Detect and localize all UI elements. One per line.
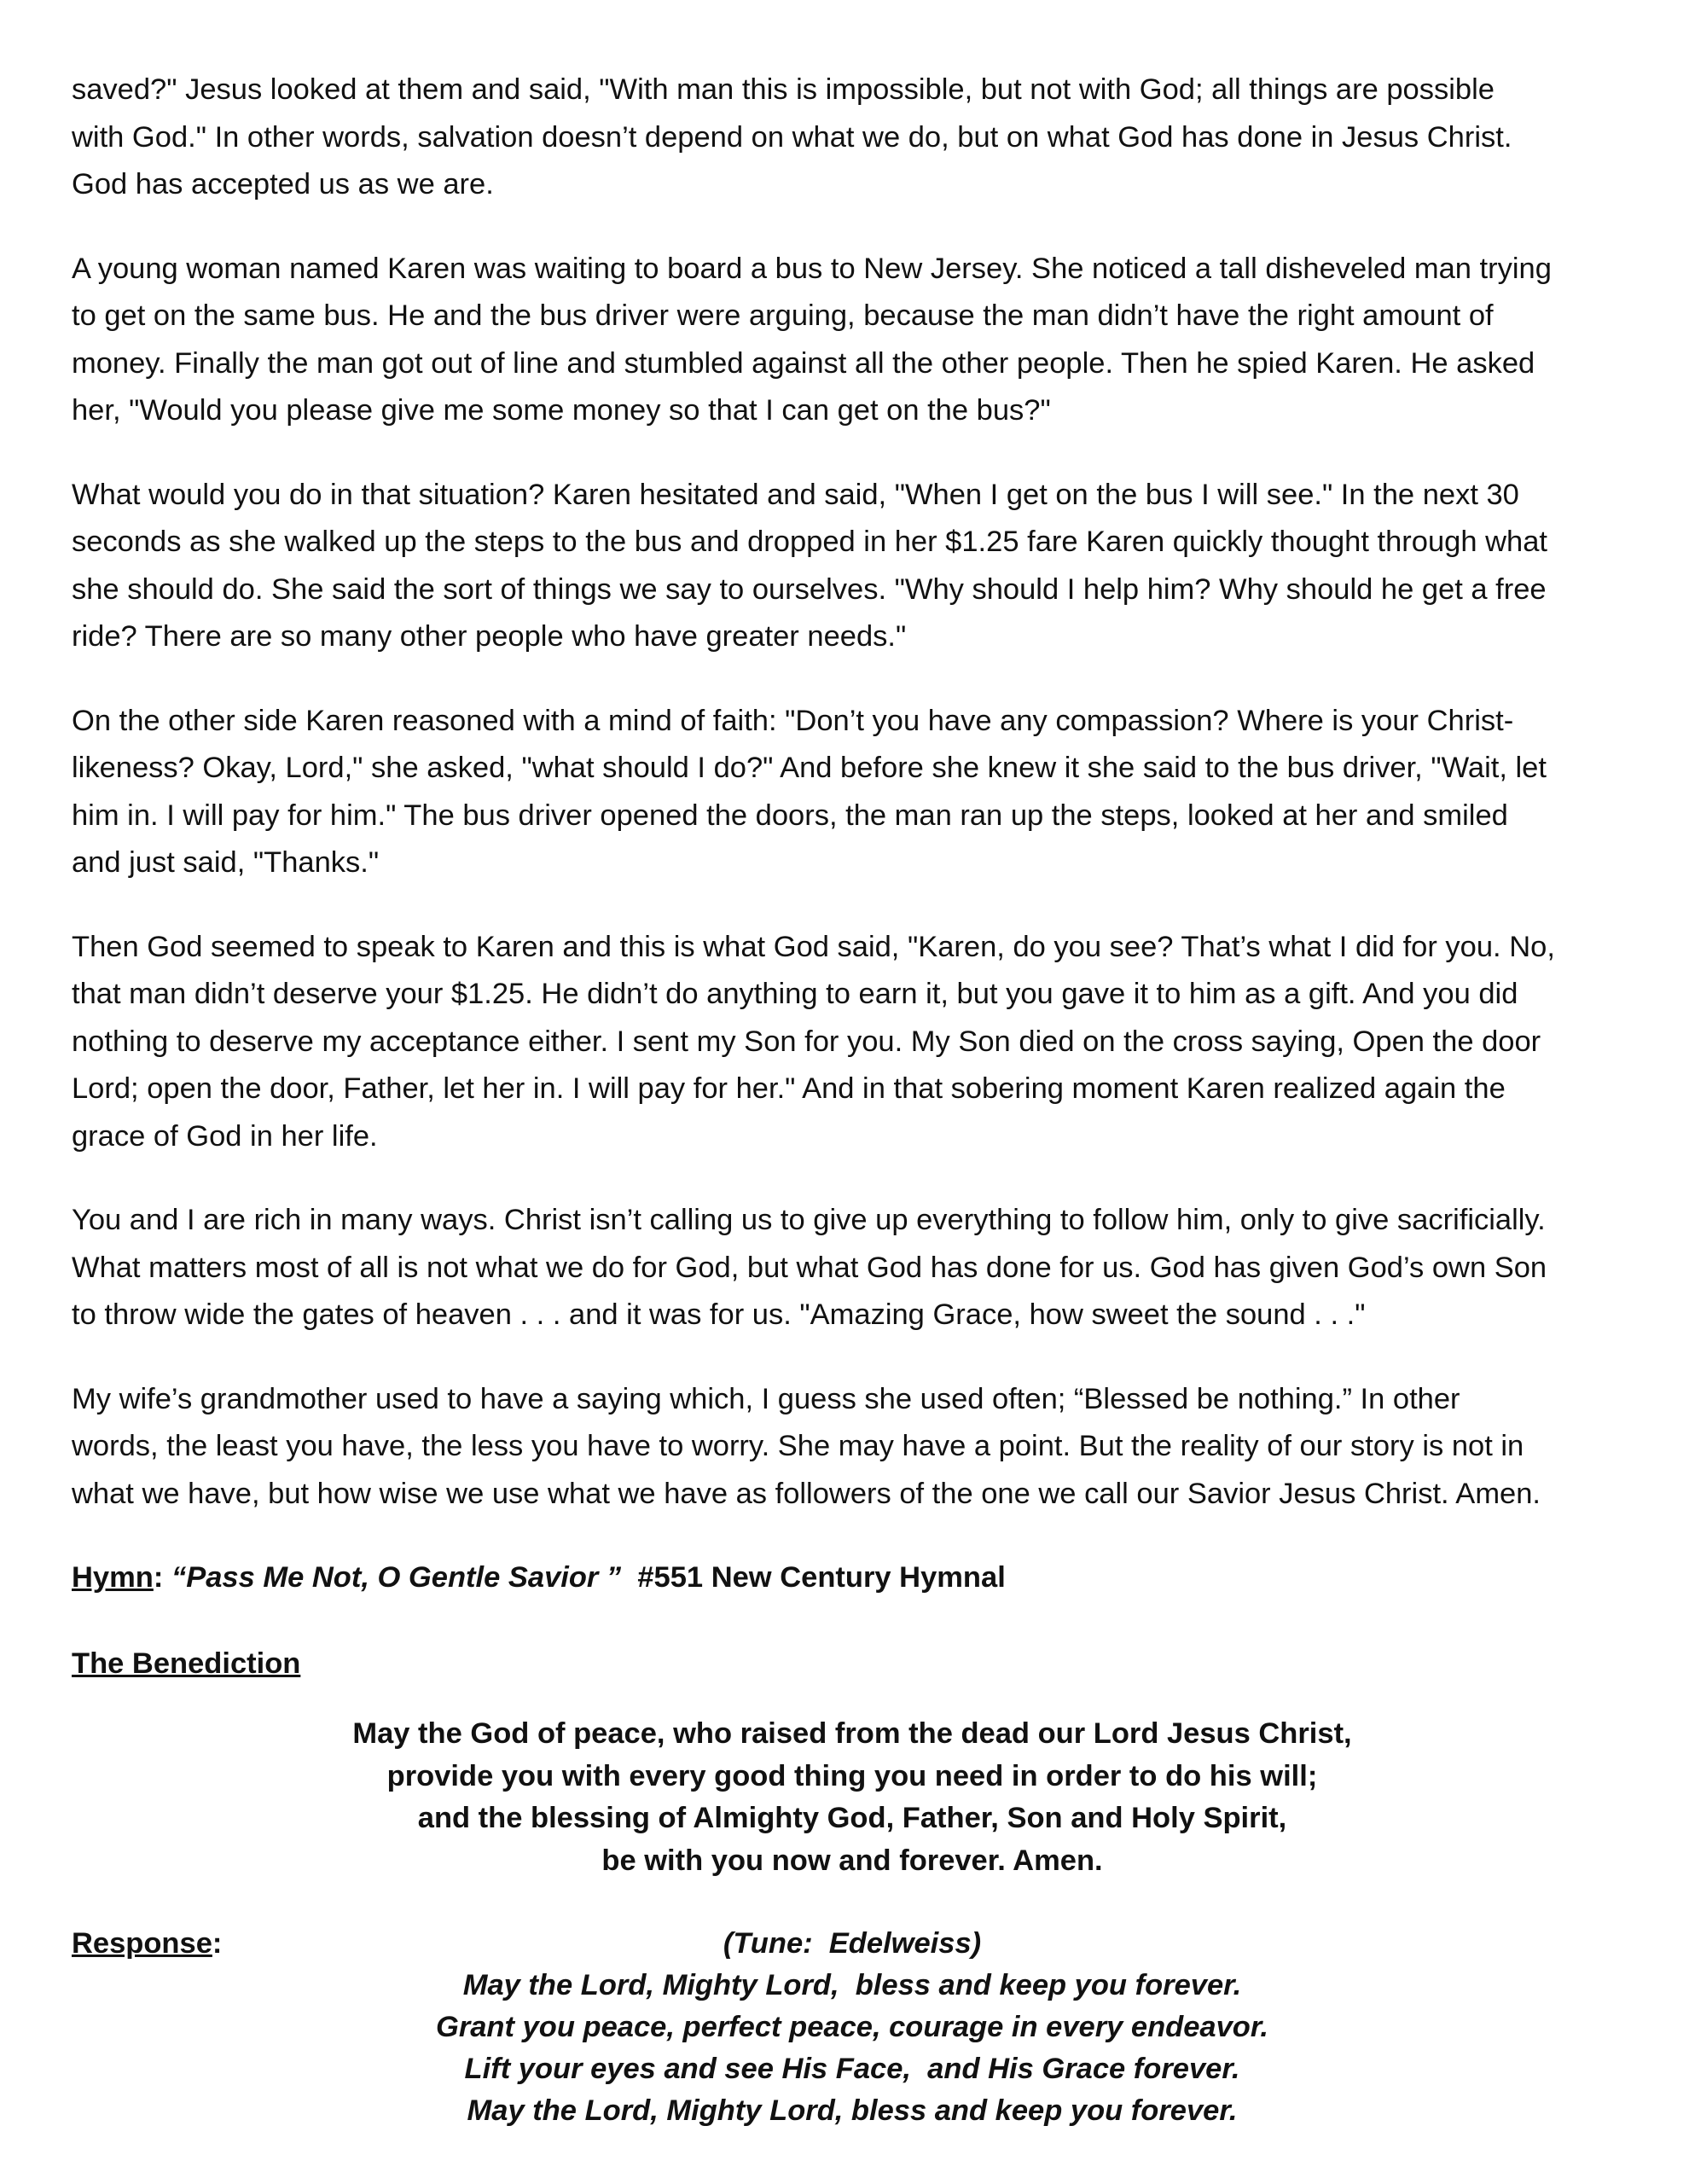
response-label-text: Response [72, 1927, 212, 1960]
hymn-number: #551 New Century Hymnal [621, 1561, 1006, 1594]
response-text [72, 1923, 1633, 2132]
benediction-line: May the God of peace, who raised from the dead our Lord Jesus Christ, [352, 1717, 1352, 1750]
response-section [72, 1923, 1633, 2132]
response-line: Lift your eyes and see His Face, and His Grace forever. [464, 2053, 1240, 2085]
response-colon: : [212, 1927, 223, 1960]
response-line: May the Lord, Mighty Lord, bless and keep you forever. [467, 2094, 1238, 2127]
response-label [72, 1923, 222, 1965]
benediction-line: and the blessing of Almighty God, Father, Son and Holy Spirit, [417, 1802, 1287, 1834]
benediction-line: provide you with every good thing you need in order to do his will; [386, 1759, 1318, 1792]
benediction-text [72, 1713, 1633, 1882]
sermon-paragraph-1: saved?" Jesus looked at them and said, "With man this is impossible, but not with God; all things are possible with God." In other words, salvation doesn’t depend on what we do, but on what God has done in Jesus Christ. God has accepted us as we are. [72, 73, 1512, 200]
sermon-paragraph-3: What would you do in that situation? Karen hesitated and said, "When I get on the bus I will see." In the next 30 seconds as she walked up the steps to the bus and dropped in her $1.25 fare Karen quickly thought through what she should do. She said the sort of things we say to ourselves. "Why should I help him? Why should he get a free ride? There are so many other people who have greater needs." [72, 478, 1547, 653]
hymn-label: Hymn [72, 1561, 154, 1594]
benediction-heading: The Benediction [72, 1647, 301, 1680]
sermon-paragraph-7: My wife’s grandmother used to have a saying which, I guess she used often; “Blessed be nothing.” In other words, the least you have, the less you have to worry. She may have a point. But the reality of our story is not in what we have, but how wise we use what we have as followers of the one we call our Savior Jesus Christ. Amen. [72, 1382, 1541, 1510]
sermon-paragraph-5: Then God seemed to speak to Karen and this is what God said, "Karen, do you see? That’s what I did for you. No, that man didn’t deserve your $1.25. He didn’t do anything to earn it, but you gave it to him as a gift. And you did nothing to deserve my acceptance either. I sent my Son for you. My Son died on the cross saying, Open the door Lord; open the door, Father, let her in. I will pay for her." And in that sobering moment Karen realized again the grace of God in her life. [72, 930, 1555, 1153]
response-line: Grant you peace, perfect peace, courage in every endeavor. [435, 2011, 1268, 2043]
sermon-paragraph-2: A young woman named Karen was waiting to board a bus to New Jersey. She noticed a tall disheveled man trying to get on the same bus. He and the bus driver were arguing, because the man didn’t have the right amount of money. Finally the man got out of line and stumbled against all the other people. Then he spied Karen. He asked her, "Would you please give me some money so that I can get on the bus?" [72, 252, 1552, 427]
response-line: May the Lord, Mighty Lord, bless and keep you forever. [462, 1969, 1242, 2001]
sermon-paragraph-4: On the other side Karen reasoned with a mind of faith: "Don’t you have any compassion? Where is your Christ- likeness? Okay, Lord," she asked, "what should I do?" And before she knew it she said to the bus driver, "Wait, let him in. I will pay for him." The bus driver opened the doors, the man ran up the steps, looked at her and smiled and just said, "Thanks." [72, 704, 1547, 879]
response-tune: (Tune: Edelweiss) [723, 1927, 982, 1960]
hymn-line [72, 1554, 1633, 1601]
benediction-line: be with you now and forever. Amen. [601, 1844, 1103, 1877]
sermon-paragraph-6: You and I are rich in many ways. Christ isn’t calling us to give up everything to follow him, only to give sacrificially. What matters most of all is not what we do for God, but what God has done for us. God has given God’s own Son to throw wide the gates of heaven . . . and it was for us. "Amazing Grace, how sweet the sound . . ." [72, 1204, 1547, 1331]
hymn-colon: : [153, 1561, 164, 1594]
hymn-title: “Pass Me Not, O Gentle Savior ” [163, 1561, 622, 1594]
document-page [72, 67, 1633, 2132]
